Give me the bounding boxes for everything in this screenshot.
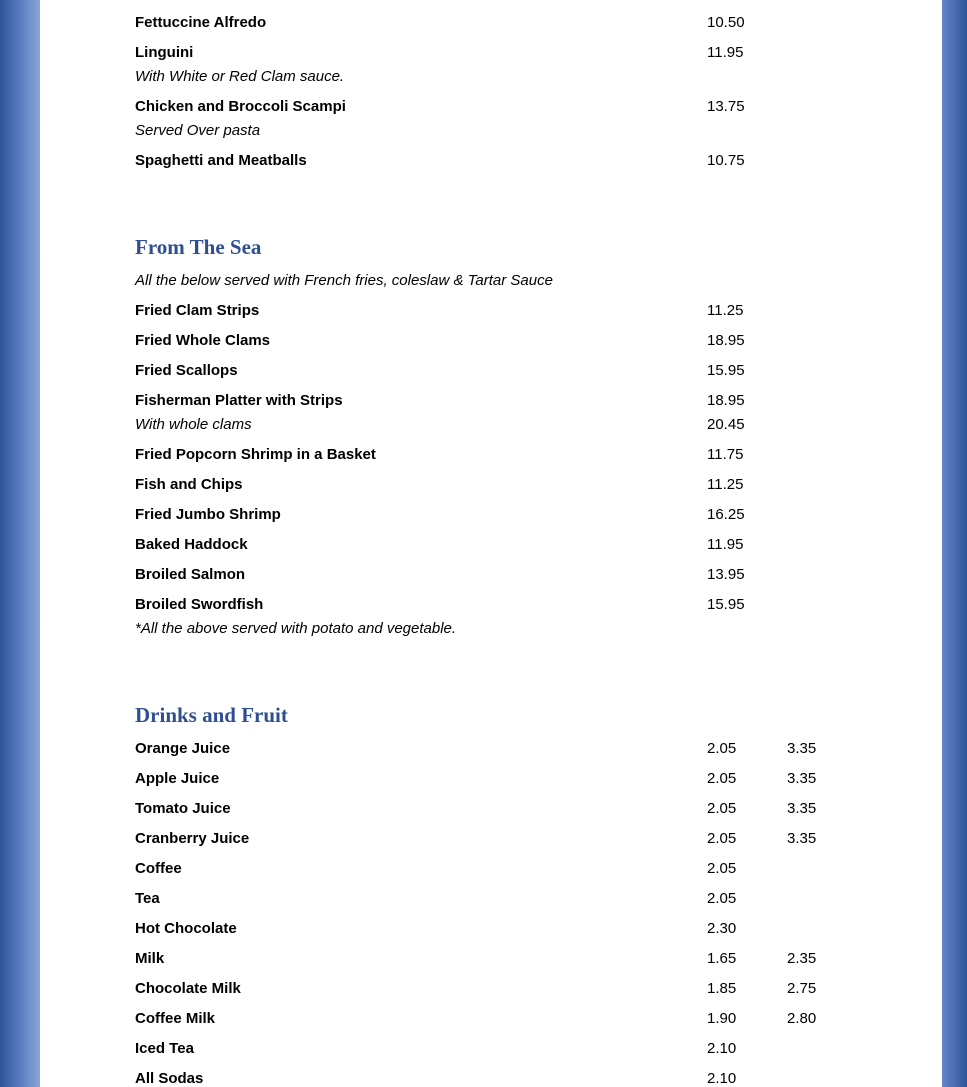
menu-item-description-row xyxy=(135,122,915,146)
item-price: 15.95 xyxy=(707,362,745,379)
item-name: Broiled Swordfish xyxy=(135,596,264,613)
item-price-small: 2.05 xyxy=(707,770,737,787)
item-price-small: 2.05 xyxy=(707,740,737,757)
menu-item xyxy=(135,92,915,122)
section-intro-row xyxy=(135,266,915,296)
menu-item xyxy=(135,38,915,68)
pasta-top-note-row xyxy=(135,0,915,2)
item-price-small: 1.65 xyxy=(707,950,737,967)
menu-item xyxy=(135,326,915,356)
item-name: Fisherman Platter with Strips xyxy=(135,392,343,409)
item-description: With White or Red Clam sauce. xyxy=(135,68,345,85)
menu-item xyxy=(135,356,915,386)
menu-item xyxy=(135,296,915,326)
item-name: Tomato Juice xyxy=(135,800,231,817)
menu-item xyxy=(135,884,915,914)
item-price-large: 2.80 xyxy=(787,1010,817,1027)
item-name: Baked Haddock xyxy=(135,536,248,553)
menu-item xyxy=(135,590,915,620)
item-price-small: 2.05 xyxy=(707,860,737,877)
item-price: 15.95 xyxy=(707,596,745,613)
item-price: 18.95 xyxy=(707,332,745,349)
item-price-small: 2.10 xyxy=(707,1040,737,1057)
item-name: Broiled Salmon xyxy=(135,566,246,583)
item-price-small: 2.05 xyxy=(707,890,737,907)
item-name: Linguini xyxy=(135,44,194,61)
menu-item xyxy=(135,1004,915,1034)
menu-item xyxy=(135,1034,915,1064)
menu-item xyxy=(135,146,915,176)
item-name: Orange Juice xyxy=(135,740,231,757)
menu-content xyxy=(135,0,915,1087)
item-name: All Sodas xyxy=(135,1070,204,1087)
menu-item xyxy=(135,1064,915,1087)
item-price: 11.25 xyxy=(707,302,744,319)
item-name: Apple Juice xyxy=(135,770,220,787)
item-price: 16.25 xyxy=(707,506,745,523)
item-price: 18.95 xyxy=(707,392,745,409)
item-name: Fried Clam Strips xyxy=(135,302,260,319)
section-intro: All the below served with French fries, coleslaw & Tartar Sauce xyxy=(135,272,553,289)
item-price: 10.50 xyxy=(707,14,745,31)
item-price: 11.95 xyxy=(707,44,744,61)
item-description: *All the above served with potato and vegetable. xyxy=(135,620,457,637)
item-price: 11.95 xyxy=(707,536,744,553)
item-description: With whole clams xyxy=(135,416,252,433)
menu-item xyxy=(135,530,915,560)
item-alt-price: 20.45 xyxy=(707,416,745,433)
menu-item xyxy=(135,386,915,416)
item-name: Coffee xyxy=(135,860,182,877)
menu-item xyxy=(135,440,915,470)
item-name: Iced Tea xyxy=(135,1040,194,1057)
menu-item xyxy=(135,470,915,500)
section-title: Drinks and Fruit xyxy=(135,703,288,727)
menu-item-description-row xyxy=(135,620,915,644)
item-price-small: 1.90 xyxy=(707,1010,737,1027)
menu-item xyxy=(135,974,915,1004)
menu-item xyxy=(135,500,915,530)
item-price-large: 3.35 xyxy=(787,830,817,847)
item-price: 10.75 xyxy=(707,152,745,169)
menu-item xyxy=(135,764,915,794)
item-price: 13.95 xyxy=(707,566,745,583)
item-price: 11.25 xyxy=(707,476,744,493)
menu-item xyxy=(135,824,915,854)
item-name: Tea xyxy=(135,890,160,907)
menu-item xyxy=(135,794,915,824)
section-title: From The Sea xyxy=(135,235,262,259)
item-price-small: 2.05 xyxy=(707,800,737,817)
menu-item xyxy=(135,734,915,764)
menu-page xyxy=(40,0,942,1087)
menu-item xyxy=(135,914,915,944)
item-price-large: 2.75 xyxy=(787,980,817,997)
item-name: Spaghetti and Meatballs xyxy=(135,152,307,169)
menu-item-description-row xyxy=(135,68,915,92)
item-price-small: 2.30 xyxy=(707,920,737,937)
item-name: Fettuccine Alfredo xyxy=(135,14,267,31)
item-name: Chicken and Broccoli Scampi xyxy=(135,98,346,115)
section-header-drinks-and-fruit xyxy=(135,692,915,734)
item-name: Fried Jumbo Shrimp xyxy=(135,506,281,523)
item-name: Coffee Milk xyxy=(135,1010,216,1027)
item-name: Fish and Chips xyxy=(135,476,243,493)
section-header-from-the-sea xyxy=(135,224,915,266)
item-name: Fried Scallops xyxy=(135,362,238,379)
item-name: Cranberry Juice xyxy=(135,830,250,847)
item-price: 11.75 xyxy=(707,446,744,463)
item-price-large: 3.35 xyxy=(787,800,817,817)
menu-item xyxy=(135,560,915,590)
item-price-small: 1.85 xyxy=(707,980,737,997)
item-price-large: 3.35 xyxy=(787,770,817,787)
item-price-large: 3.35 xyxy=(787,740,817,757)
item-name: Chocolate Milk xyxy=(135,980,241,997)
menu-item xyxy=(135,944,915,974)
item-price-small: 2.05 xyxy=(707,830,737,847)
menu-item-description-row xyxy=(135,416,915,440)
item-name: Fried Popcorn Shrimp in a Basket xyxy=(135,446,376,463)
item-name: Fried Whole Clams xyxy=(135,332,271,349)
item-price-small: 2.10 xyxy=(707,1070,737,1087)
item-name: Milk xyxy=(135,950,165,967)
item-price-large: 2.35 xyxy=(787,950,817,967)
item-price: 13.75 xyxy=(707,98,745,115)
item-description: Served Over pasta xyxy=(135,122,261,139)
item-name: Hot Chocolate xyxy=(135,920,237,937)
menu-item xyxy=(135,8,915,38)
menu-item xyxy=(135,854,915,884)
